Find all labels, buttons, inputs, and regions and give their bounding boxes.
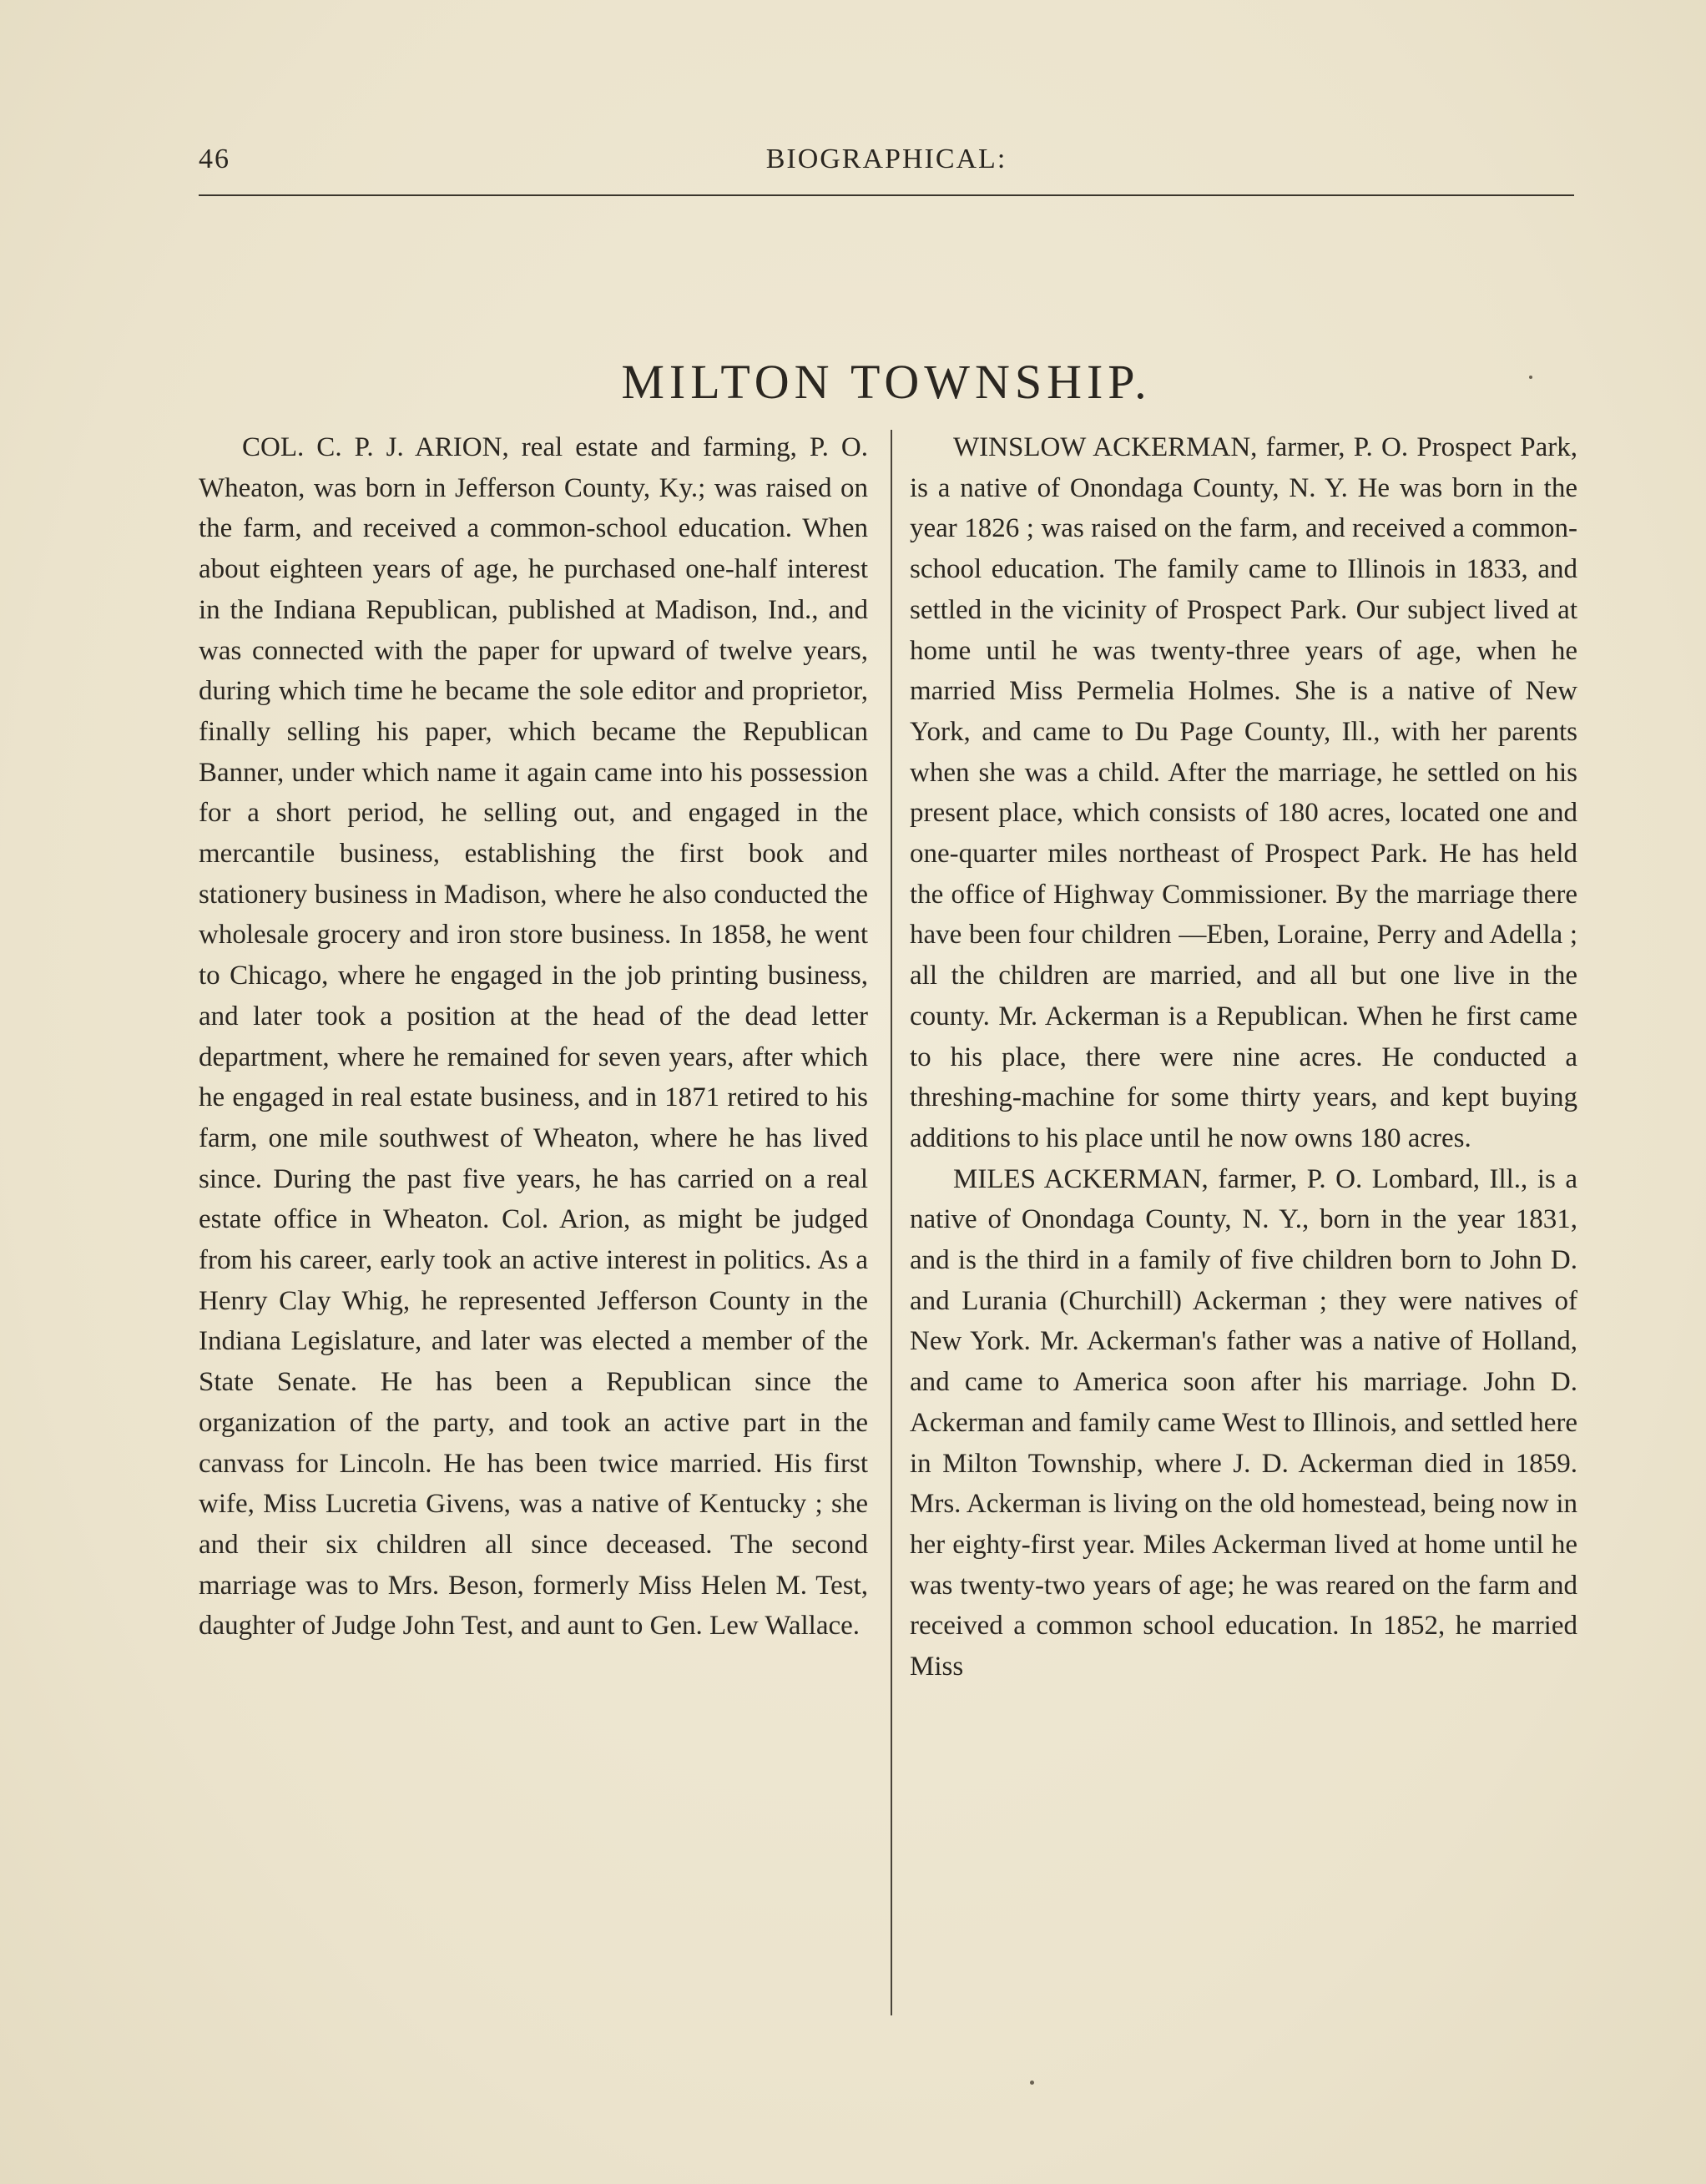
section-title: MILTON TOWNSHIP.: [621, 355, 1152, 409]
left-column: [199, 427, 868, 1647]
winslow-ackerman-biography: WINSLOW ACKERMAN, farmer, P. O. Prospect Park, is a native of Onondaga County, N. Y. He was born in the year 1826 ; was raised on the farm, and received a common-school education. The family came to Illinois in 1833, and settled in the vicinity of Prospect Park. Our subject lived at home until he was twenty-three years of age, when he married Miss Permelia Holmes. She is a native of New York, and came to Du Page County, Ill., with her parents when she was a child. After the marriage, he settled on his present place, which consists of 180 acres, located one and one-quarter miles northeast of Prospect Park. He has held the office of Highway Commissioner. By the marriage there have been four children —Eben, Loraine, Perry and Adella ; all the children are married, and all but one live in the county. Mr. Ackerman is a Republican. When he first came to his place, there were nine acres. He conducted a threshing-machine for some thirty years, and kept buying additions to his place until he now owns 180 acres.: [910, 432, 1577, 1153]
right-column: [910, 427, 1577, 1687]
paper-speck: [1529, 376, 1532, 379]
running-head: [199, 144, 1574, 190]
header-rule: [199, 194, 1574, 196]
paper-speck: [1030, 2081, 1034, 2085]
column-divider: [891, 430, 892, 2015]
arion-biography: COL. C. P. J. ARION, real estate and farming, P. O. Wheaton, was born in Jefferson County, Ky.; was raised on the farm, and received a common-school education. When about eighteen years of age, he purchased one-half interest in the Indiana Republican, published at Madison, Ind., and was connected with the paper for upward of twelve years, during which time he became the sole editor and proprietor, finally selling his paper, which became the Republican Banner, under which name it again came into his possession for a short period, he selling out, and engaged in the mercantile business, establishing the first book and stationery business in Madison, where he also conducted the wholesale grocery and iron store business. In 1858, he went to Chicago, where he engaged in the job printing business, and later took a position at the head of the dead letter department, where he remained for seven years, after which he engaged in real estate business, and in 1871 retired to his farm, one mile southwest of Wheaton, where he has lived since. During the past five years, he has carried on a real estate office in Wheaton. Col. Arion, as might be judged from his career, early took an active interest in politics. As a Henry Clay Whig, he represented Jefferson County in the Indiana Legislature, and later was elected a member of the State Senate. He has been a Republican since the organization of the party, and took an active part in the canvass for Lincoln. He has been twice married. His first wife, Miss Lucretia Givens, was a native of Kentucky ; she and their six children all since deceased. The second marriage was to Mrs. Beson, formerly Miss Helen M. Test, daughter of Judge John Test, and aunt to Gen. Lew Wallace.: [199, 432, 868, 1642]
running-title: BIOGRAPHICAL:: [765, 144, 1007, 174]
page-number: 46: [199, 144, 230, 174]
miles-ackerman-biography: MILES ACKERMAN, farmer, P. O. Lombard, Ill., is a native of Onondaga County, N. Y., born in the year 1831, and is the third in a family of five children born to John D. and Lurania (Churchill) Ackerman ; they were natives of New York. Mr. Ackerman's father was a native of Holland, and came to America soon after his marriage. John D. Ackerman and family came West to Illinois, and settled here in Milton Township, where J. D. Ackerman died in 1859. Mrs. Ackerman is living on the old homestead, being now in her eighty-first year. Miles Ackerman lived at home until he was twenty-two years of age; he was reared on the farm and received a common school education. In 1852, he married Miss: [910, 1163, 1577, 1682]
